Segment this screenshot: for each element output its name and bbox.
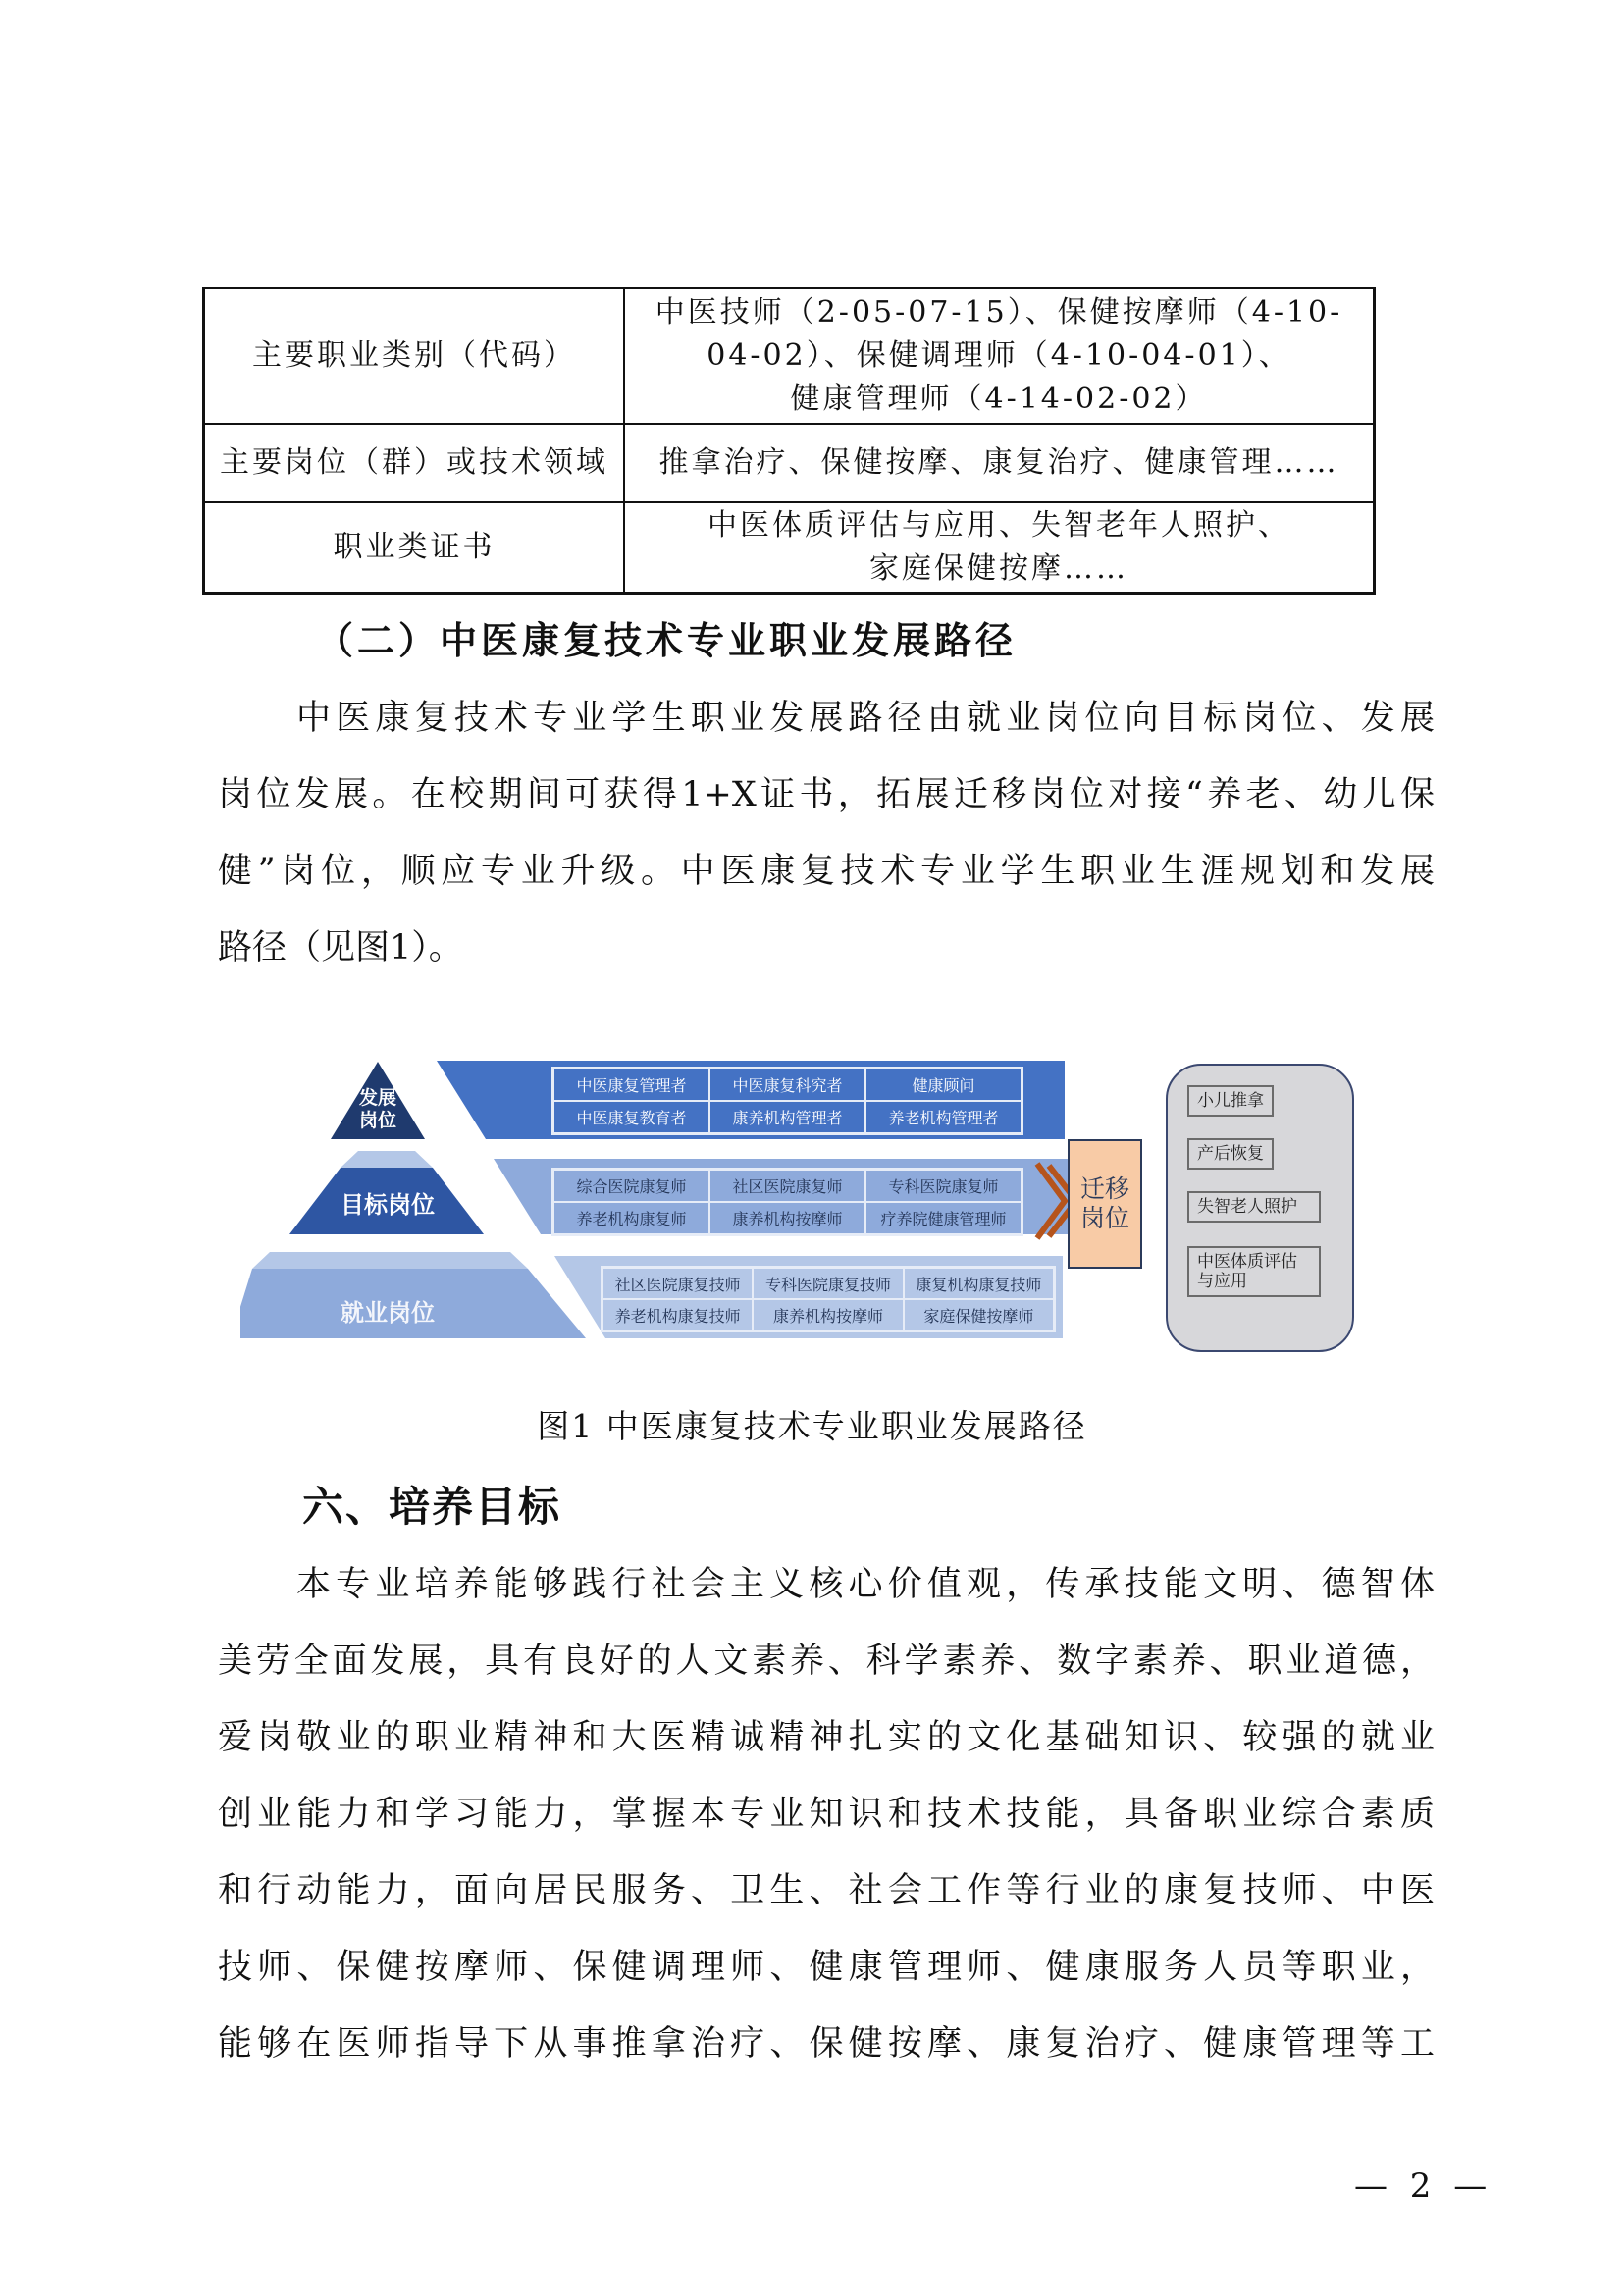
position-cell: 社区医院康复技师 [602, 1268, 753, 1299]
employment-positions-grid [601, 1266, 1056, 1332]
table-row [204, 288, 1375, 425]
position-cell: 社区医院康复师 [709, 1170, 865, 1202]
position-cell: 健康顾问 [865, 1069, 1022, 1101]
position-cell: 康复机构康复技师 [904, 1268, 1054, 1299]
table-row [204, 502, 1375, 594]
employment-tier-label: 就业岗位 [341, 1299, 435, 1327]
career-path-figure [240, 1058, 1320, 1352]
label-line: 迁移 [1079, 1174, 1129, 1203]
paragraph-line: 创业能力和学习能力，掌握本专业知识和技术技能，具备职业综合素质 [218, 1795, 1435, 1834]
position-cell: 中医康复科究者 [709, 1069, 865, 1101]
paragraph-line: 技师、保健按摩师、保健调理师、健康管理师、健康服务人员等职业， [218, 1948, 1435, 1987]
position-cell: 家庭保健按摩师 [904, 1299, 1054, 1330]
transfer-item: 中医体质评估与应用 [1187, 1246, 1321, 1297]
transfer-positions-panel [1166, 1064, 1354, 1352]
transfer-item: 产后恢复 [1187, 1138, 1274, 1170]
cell-line: 推拿治疗、保健按摩、康复治疗、健康管理…… [658, 445, 1339, 480]
target-tier-cap [341, 1151, 433, 1168]
paragraph-line: 能够在医师指导下从事推拿治疗、保健按摩、康复治疗、健康管理等工 [218, 2024, 1435, 2063]
position-cell: 专科医院康复师 [865, 1170, 1022, 1202]
section-paragraph [218, 1546, 1435, 2082]
page-number: — 2 — [1354, 2166, 1493, 2206]
label-line: 岗位 [1079, 1204, 1129, 1232]
label-line: 发展 [358, 1087, 396, 1109]
transfer-item: 小儿推拿 [1187, 1085, 1274, 1117]
table-row [204, 424, 1375, 502]
transfer-item: 失智老人照护 [1187, 1191, 1321, 1223]
table-label-cell: 主要岗位（群）或技术领域 [204, 424, 625, 502]
table-value-cell [624, 288, 1375, 425]
label-line: 岗位 [358, 1110, 396, 1131]
position-cell: 养老机构管理者 [865, 1101, 1022, 1133]
paragraph-line: 中医康复技术专业学生职业发展路径由就业岗位向目标岗位、发展 [296, 699, 1435, 738]
table-value-cell [624, 424, 1375, 502]
paragraph-line: 本专业培养能够践行社会主义核心价值观，传承技能文明、德智体 [296, 1565, 1435, 1604]
subsection-heading: （二）中医康复技术专业职业发展路径 [316, 619, 1018, 662]
paragraph-line: 路径（见图1）。 [218, 928, 463, 967]
position-cell: 康养机构按摩师 [753, 1299, 903, 1330]
position-cell: 中医康复教育者 [553, 1101, 709, 1133]
table-label-cell: 职业类证书 [204, 502, 625, 594]
position-cell: 康养机构管理者 [709, 1101, 865, 1133]
paragraph-line: 爱岗敬业的职业精神和大医精诚精神扎实的文化基础知识、较强的就业 [218, 1718, 1435, 1757]
section-heading: 六、培养目标 [302, 1483, 562, 1531]
paragraph-line: 健”岗位，顺应专业升级。中医康复技术专业学生职业生涯规划和发展 [218, 852, 1435, 891]
table-value-cell [624, 502, 1375, 594]
position-cell: 综合医院康复师 [553, 1170, 709, 1202]
development-tier-label [346, 1087, 409, 1132]
target-tier-label: 目标岗位 [341, 1191, 435, 1219]
position-cell: 疗养院健康管理师 [865, 1202, 1022, 1234]
employment-tier-cap [252, 1252, 528, 1269]
paragraph-line: 美劳全面发展，具有良好的人文素养、科学素养、数字素养、职业道德， [218, 1642, 1435, 1681]
target-positions-grid [551, 1168, 1023, 1236]
subsection-paragraph [218, 680, 1435, 986]
development-positions-grid [551, 1067, 1023, 1135]
cell-line: 中医体质评估与应用、失智老年人照护、 [707, 508, 1290, 543]
cell-line: 家庭保健按摩…… [869, 551, 1128, 586]
position-cell: 康养机构按摩师 [709, 1202, 865, 1234]
position-cell: 专科医院康复技师 [753, 1268, 903, 1299]
cell-line: 中医技师（2-05-07-15）、保健按摩师（4-10- [655, 295, 1343, 330]
paragraph-line: 岗位发展。在校期间可获得1+X证书，拓展迁移岗位对接“养老、幼儿保 [218, 775, 1435, 814]
figure-caption: 图1 中医康复技术专业职业发展路径 [537, 1407, 1087, 1445]
position-cell: 养老机构康复技师 [602, 1299, 753, 1330]
position-cell: 中医康复管理者 [553, 1069, 709, 1101]
cell-line: 健康管理师（4-14-02-02） [790, 382, 1208, 416]
cell-line: 04-02）、保健调理师（4-10-04-01）、 [707, 339, 1291, 373]
paragraph-line: 和行动能力，面向居民服务、卫生、社会工作等行业的康复技师、中医 [218, 1871, 1435, 1910]
transfer-position-box [1068, 1139, 1142, 1269]
position-cell: 养老机构康复师 [553, 1202, 709, 1234]
table-label-cell: 主要职业类别（代码） [204, 288, 625, 425]
occupation-info-table [202, 287, 1376, 595]
